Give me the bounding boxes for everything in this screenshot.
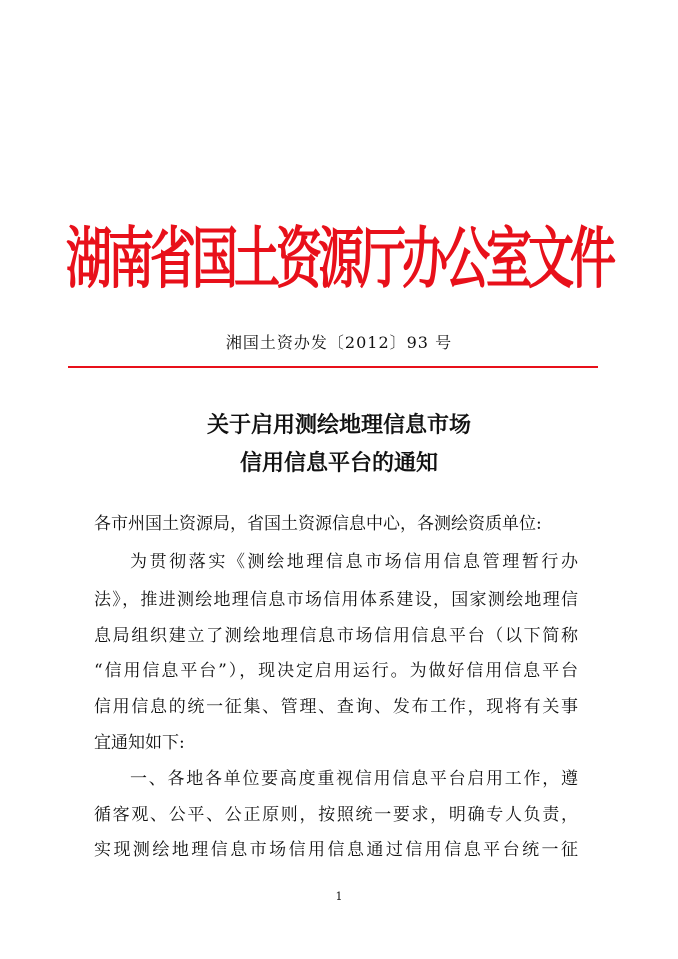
body-text-line: 宜通知如下: bbox=[94, 733, 185, 753]
body-text-line: “信用信息平台”），现决定启用运行。为做好信用信息平台 bbox=[94, 661, 578, 681]
body-text-line: 实现测绘地理信息市场信用信息通过信用信息平台统一征 bbox=[94, 840, 578, 860]
body-text-line: 循客观、公平、公正原则，按照统一要求，明确专人负责， bbox=[94, 805, 578, 825]
body-text-line: 息局组织建立了测绘地理信息市场信用信息平台（以下简称 bbox=[94, 626, 578, 646]
notice-title-line-2: 信用信息平台的通知 bbox=[239, 451, 438, 476]
red-divider-line bbox=[68, 366, 598, 368]
addressee-line: 各市州国土资源局，省国土资源信息中心，各测绘资质单位: bbox=[94, 514, 542, 534]
page-number: 1 bbox=[335, 890, 343, 903]
document-number: 湘国土资办发〔2012〕93 号 bbox=[225, 333, 453, 352]
body-text-line: 一、各地各单位要高度重视信用信息平台启用工作，遵 bbox=[130, 769, 578, 789]
body-text-line: 为贯彻落实《测绘地理信息市场信用信息管理暂行办 bbox=[130, 552, 578, 572]
body-text-line: 信用信息的统一征集、管理、查询、发布工作，现将有关事 bbox=[94, 697, 578, 717]
notice-title-line-1: 关于启用测绘地理信息市场 bbox=[206, 413, 471, 438]
body-text-line: 法》，推进测绘地理信息市场信用体系建设，国家测绘地理信 bbox=[94, 590, 578, 610]
issuer-header-title: 湖南省国土资源厅办公室文件 bbox=[66, 219, 612, 298]
